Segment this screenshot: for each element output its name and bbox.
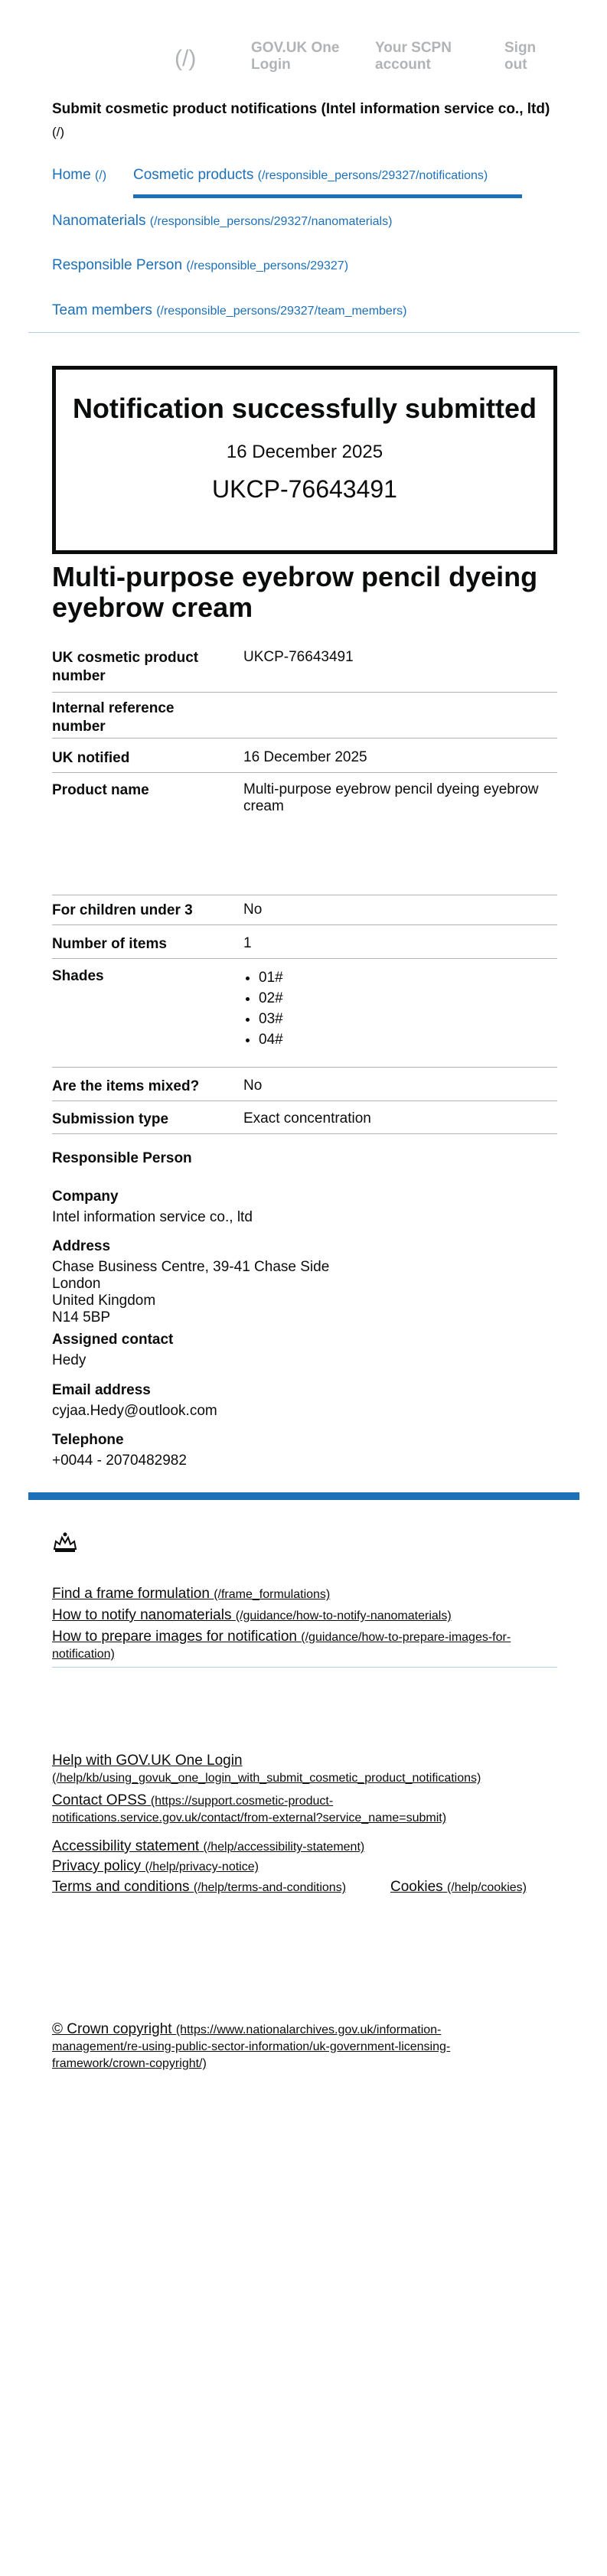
panel-reference: UKCP-76643491 xyxy=(212,475,397,503)
summary-row-number-of-items xyxy=(52,935,557,959)
nav-item-cosmetic-products[interactable] xyxy=(133,167,488,184)
footer-link-help-one-login[interactable] xyxy=(52,1753,573,1786)
footer-link-path: (/guidance/how-to-prepare-images-for-notification) xyxy=(52,1631,511,1661)
summary-value: 1 xyxy=(243,935,252,951)
nav-item-responsible-person[interactable] xyxy=(52,257,348,274)
footer-link-frame-formulations[interactable] xyxy=(52,1586,330,1603)
summary-key: UK cosmetic product number xyxy=(52,650,199,684)
summary-value: Multi-purpose eyebrow pencil dyeing eyebrow cream xyxy=(243,781,539,814)
summary-value xyxy=(243,967,557,1050)
footer-link-cookies[interactable] xyxy=(390,1879,527,1896)
footer-link-nanomaterials-guidance[interactable] xyxy=(52,1607,452,1624)
summary-value: 16 December 2025 xyxy=(243,749,367,765)
one-login-link[interactable]: GOV.UK One Login xyxy=(251,40,340,73)
nav-responsible-person-label: Responsible Person xyxy=(52,257,183,273)
nav-team-members-label: Team members xyxy=(52,302,152,318)
footer-link-path: (/help/kb/using_govuk_one_login_with_submit_cosmetic_product_notifications) xyxy=(52,1772,481,1785)
nav-cosmetic-products-path: (/responsible_persons/29327/notifications) xyxy=(257,169,488,182)
footer-link-label: Cookies xyxy=(390,1879,443,1895)
service-name-text: Submit cosmetic product notifications (Intel information service co., ltd) xyxy=(52,101,550,117)
company-value: Intel information service co., ltd xyxy=(52,1209,253,1225)
summary-row-shades xyxy=(52,967,557,1068)
footer-link-path: (/guidance/how-to-notify-nanomaterials) xyxy=(235,1609,452,1622)
crown-icon xyxy=(52,1531,78,1554)
page-title: Multi-purpose eyebrow pencil dyeing eyebrow cream xyxy=(52,561,538,623)
panel-date: 16 December 2025 xyxy=(226,442,383,462)
summary-row-internal-reference xyxy=(52,699,557,739)
footer-link-contact-opss[interactable] xyxy=(52,1792,511,1826)
email-label: Email address xyxy=(52,1382,151,1398)
list-item: • 02# xyxy=(259,988,557,1009)
govuk-home-link[interactable]: (/) xyxy=(175,46,197,71)
nav-item-nanomaterials[interactable] xyxy=(52,213,392,230)
footer-link-label: Terms and conditions xyxy=(52,1879,190,1895)
shades-list xyxy=(243,967,557,1050)
nav-divider xyxy=(28,332,579,333)
telephone-value: +0044 - 2070482982 xyxy=(52,1453,187,1469)
footer-link-privacy[interactable] xyxy=(52,1858,259,1875)
summary-row-children-under-3 xyxy=(52,902,557,925)
summary-value: No xyxy=(243,1078,263,1094)
footer-link-images-guidance[interactable] xyxy=(52,1629,550,1662)
gov-header xyxy=(0,0,607,77)
summary-key: Internal reference number xyxy=(52,700,175,735)
assigned-contact-label: Assigned contact xyxy=(52,1332,174,1348)
address-line: Chase Business Centre, 39-41 Chase Side xyxy=(52,1259,330,1275)
service-name-path: (/) xyxy=(52,125,65,139)
nav-nanomaterials-label: Nanomaterials xyxy=(52,213,146,229)
company-label: Company xyxy=(52,1189,119,1205)
sign-out-link[interactable]: Sign out xyxy=(504,40,537,73)
assigned-contact-value: Hedy xyxy=(52,1352,86,1368)
summary-row-items-mixed xyxy=(52,1078,557,1101)
footer-link-path: (https://support.cosmetic-product-notifications.service.gov.uk/contact/from-external?service_name=submit) xyxy=(52,1795,447,1824)
footer-top-border xyxy=(28,1492,579,1500)
summary-key: Are the items mixed? xyxy=(52,1078,200,1094)
scpn-account-link[interactable]: Your SCPN account xyxy=(375,40,452,73)
nav-active-indicator xyxy=(133,194,522,198)
list-item: • 01# xyxy=(259,967,557,988)
summary-row-submission-type xyxy=(52,1110,557,1134)
address-label: Address xyxy=(52,1238,111,1254)
summary-key: Product name xyxy=(52,782,149,798)
footer-link-path: (/help/terms-and-conditions) xyxy=(193,1881,347,1894)
nav-nanomaterials-path: (/responsible_persons/29327/nanomaterials) xyxy=(149,215,393,228)
footer-link-label: © Crown copyright xyxy=(52,2021,172,2037)
summary-key: Submission type xyxy=(52,1111,169,1127)
email-value: cyjaa.Hedy@outlook.com xyxy=(52,1403,217,1419)
confirmation-panel xyxy=(52,366,557,554)
responsible-person-heading: Responsible Person xyxy=(52,1150,192,1166)
footer-link-path: (/frame_formulations) xyxy=(214,1588,331,1601)
address-line: N14 5BP xyxy=(52,1309,111,1325)
footer-link-crown-copyright[interactable] xyxy=(52,2021,527,2072)
summary-row-ukcp xyxy=(52,649,557,693)
footer-link-label: Help with GOV.UK One Login xyxy=(52,1753,243,1769)
nav-item-team-members[interactable] xyxy=(52,302,406,319)
nav-home-label: Home xyxy=(52,167,91,183)
nav-item-home[interactable] xyxy=(52,167,106,184)
summary-key: For children under 3 xyxy=(52,902,193,918)
footer-link-label: Contact OPSS xyxy=(52,1792,147,1808)
summary-row-uk-notified xyxy=(52,749,557,773)
panel-title: Notification successfully submitted xyxy=(72,393,537,424)
list-item: • 03# xyxy=(259,1009,557,1029)
summary-key: Number of items xyxy=(52,936,167,952)
address-line: London xyxy=(52,1276,101,1292)
footer-link-path: (/help/privacy-notice) xyxy=(145,1860,259,1873)
footer-link-label: Accessibility statement xyxy=(52,1838,200,1854)
footer-link-label: How to notify nanomaterials xyxy=(52,1607,232,1623)
footer-link-label: Find a frame formulation xyxy=(52,1586,210,1602)
nav-responsible-person-path: (/responsible_persons/29327) xyxy=(186,259,349,272)
telephone-label: Telephone xyxy=(52,1432,124,1448)
footer-link-path: (/help/cookies) xyxy=(446,1881,527,1894)
summary-key: UK notified xyxy=(52,750,130,766)
footer-link-terms[interactable] xyxy=(52,1879,346,1896)
summary-value: No xyxy=(243,902,263,918)
summary-row-product-name xyxy=(52,781,557,895)
summary-value: Exact concentration xyxy=(243,1110,371,1127)
service-name xyxy=(52,98,557,144)
summary-value: UKCP-76643491 xyxy=(243,649,354,665)
footer-link-path: (https://www.nationalarchives.gov.uk/information-management/re-using-public-sector-information/uk-government-licensing-framework/crown-copyright/) xyxy=(52,2023,451,2070)
footer-link-label: How to prepare images for notification xyxy=(52,1629,297,1645)
footer-link-accessibility[interactable] xyxy=(52,1838,364,1855)
footer-link-path: (/help/accessibility-statement) xyxy=(203,1841,365,1854)
nav-home-path: (/) xyxy=(94,169,107,182)
nav-cosmetic-products-label: Cosmetic products xyxy=(133,167,254,183)
nav-team-members-path: (/responsible_persons/29327/team_members) xyxy=(156,305,407,318)
address-line: United Kingdom xyxy=(52,1293,156,1309)
footer-divider xyxy=(52,1667,557,1668)
service-name-link[interactable] xyxy=(52,101,550,140)
footer-link-label: Privacy policy xyxy=(52,1858,142,1874)
address-value xyxy=(52,1259,329,1326)
list-item: • 04# xyxy=(259,1029,557,1050)
summary-key: Shades xyxy=(52,968,104,984)
